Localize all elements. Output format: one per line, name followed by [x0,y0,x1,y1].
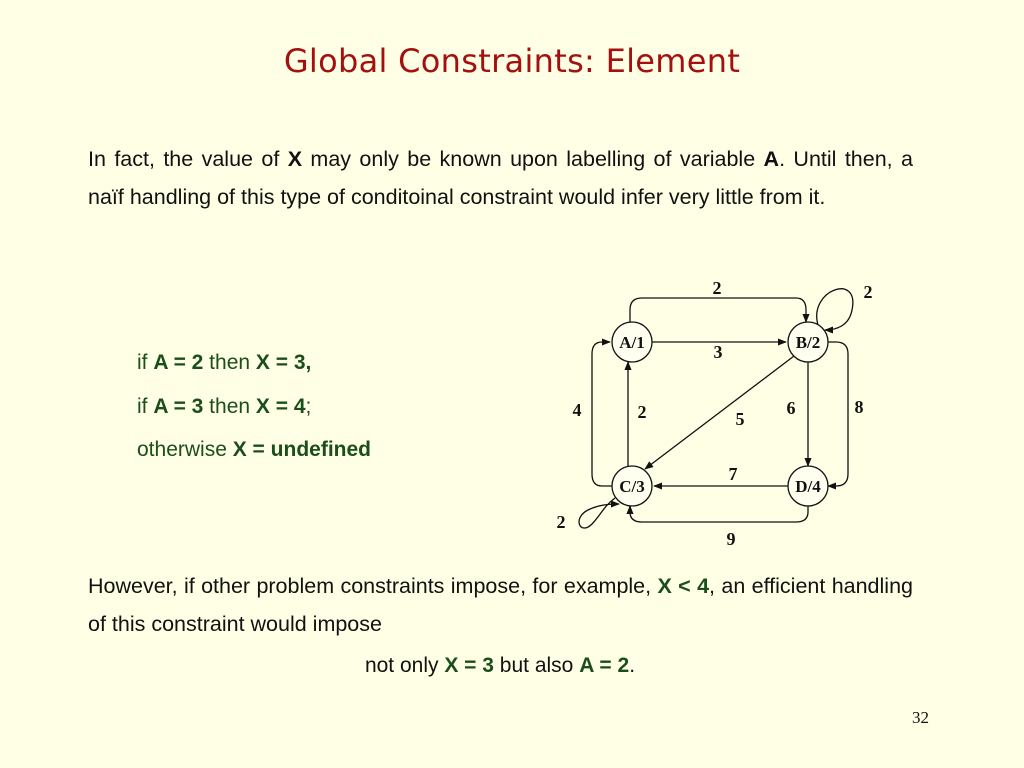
weight-b-d: 6 [786,398,796,418]
slide-title: Global Constraints: Element [283,42,741,80]
page-number: 32 [912,708,929,727]
node-c-label: C/3 [619,477,645,496]
weight-b-c: 5 [735,409,745,429]
edge-b-d-right [826,342,848,486]
weight-b-self-loop: 2 [863,282,873,302]
weight-d-c: 7 [728,464,738,484]
node-a-label: A/1 [619,333,645,352]
weight-d-c-bottom: 9 [726,529,736,549]
closing-paragraph: However, if other problem constraints impose, for example, X < 4, an efficient handling of this constraint would impose [88,574,913,636]
conclusion-line: not only X = 3 but also A = 2. [364,654,636,677]
edge-b-c [645,356,794,469]
node-d-label: D/4 [795,477,821,496]
edge-d-a-left [592,342,614,486]
node-b-label: B/2 [795,333,821,352]
weight-c-a: 2 [637,402,647,422]
weight-b-d-right: 8 [854,397,864,417]
condition-line-2: if A = 3 then X = 4; [137,395,312,418]
weight-a-b: 3 [713,342,723,362]
variable-a: A [763,147,780,171]
variable-x: X [287,147,303,171]
edge-b-self-loop [817,289,853,330]
condition-line-1: if A = 2 then X = 3, [137,351,312,374]
intro-paragraph: In fact, the value of X may only be known upon labelling of variable A. Until then, a naïf handling of this type of conditoinal constraint would infer very little from it. [88,147,913,209]
edge-c-self-loop [579,498,619,528]
weight-c-self-loop: 2 [556,512,566,532]
edge-d-c-bottom [630,504,808,522]
weight-a-b-top: 2 [712,278,722,298]
example-constraint: X < 4 [657,574,710,598]
weight-d-a-left: 4 [572,400,582,420]
edge-a-b-top [630,298,806,325]
condition-line-3: otherwise X = undefined [137,438,371,461]
